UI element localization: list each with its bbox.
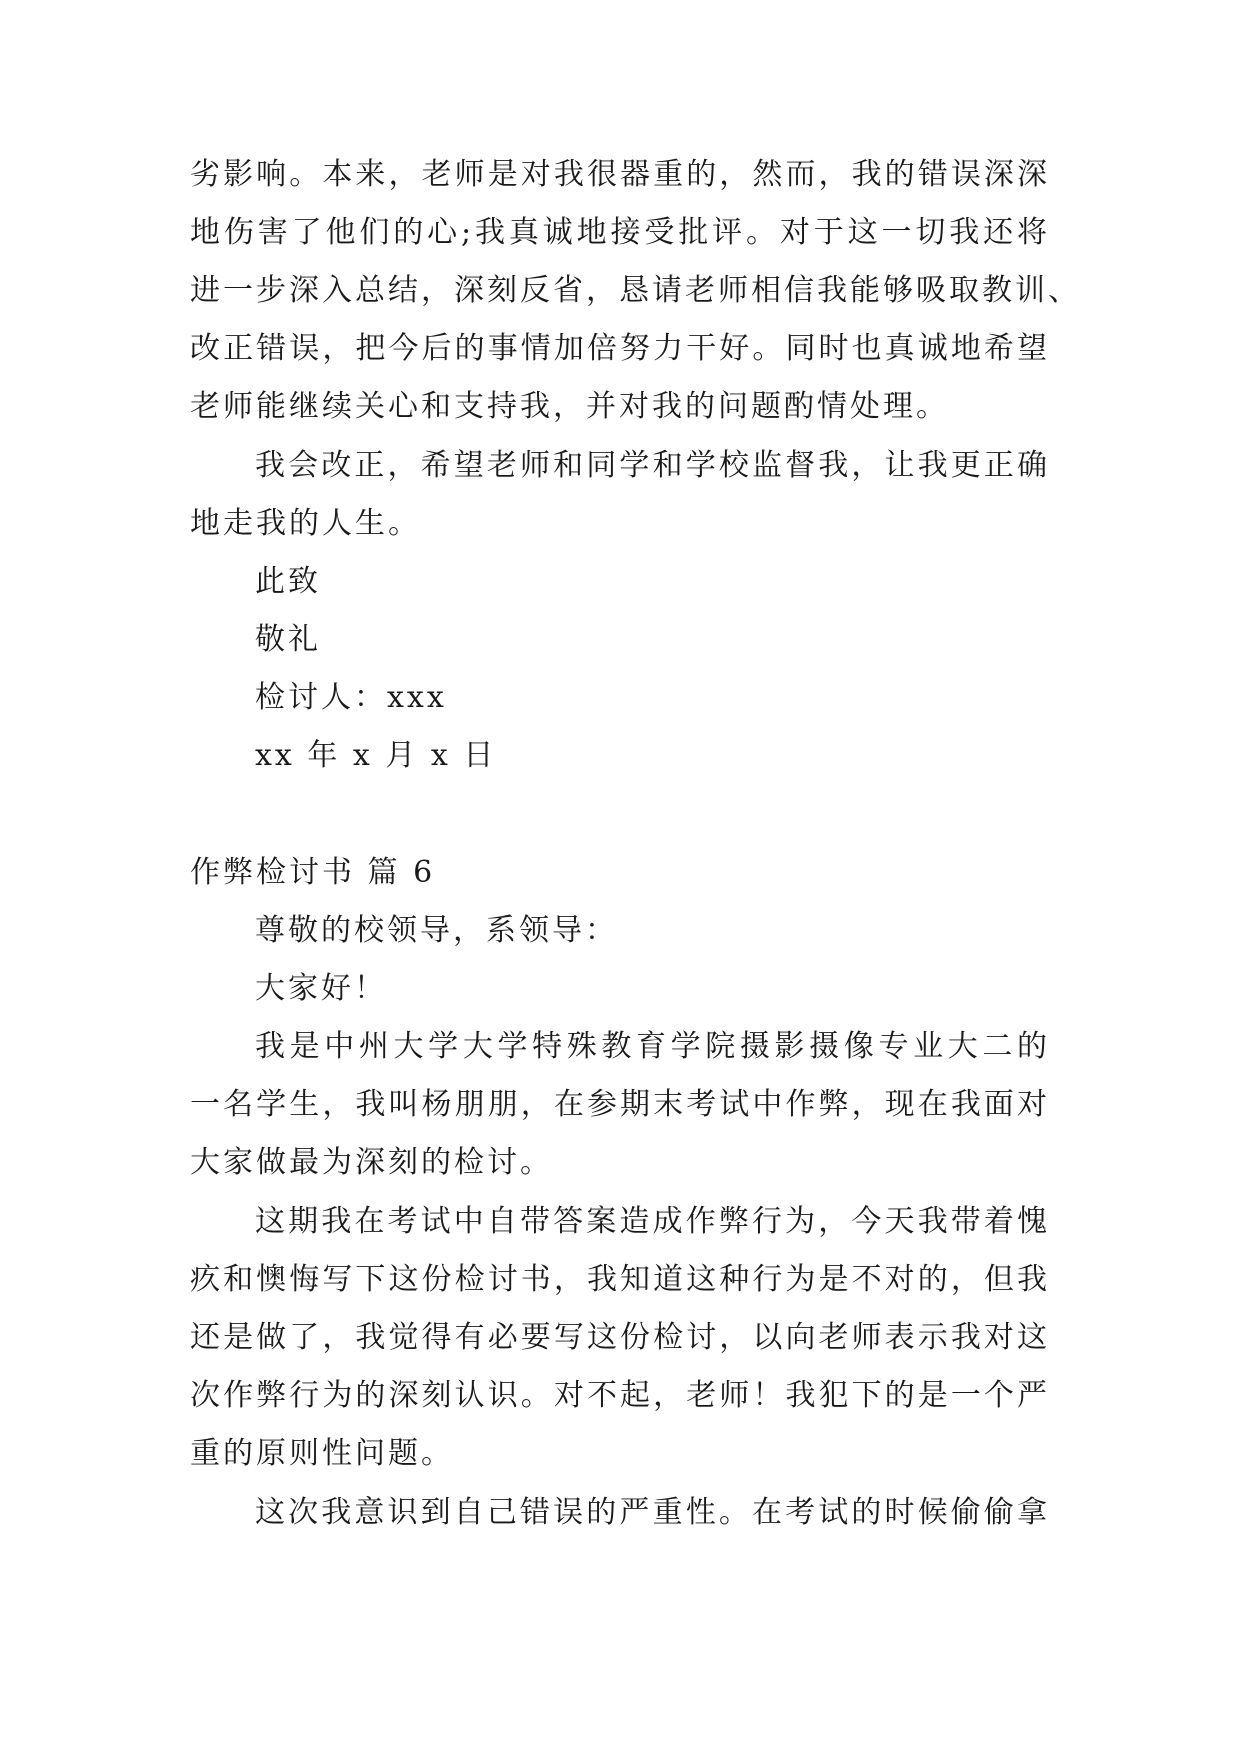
- text-line: 进一步深入总结，深刻反省，恳请老师相信我能够吸取教训、: [190, 273, 1081, 308]
- text-line: 大家做最为深刻的检讨。: [190, 1145, 553, 1180]
- text-line: 还是做了，我觉得有必要写这份检讨，以向老师表示我对这: [190, 1320, 1050, 1355]
- text-line: 这期我在考试中自带答案造成作弊行为，今天我带着愧: [255, 1204, 1050, 1239]
- text-line: 老师能继续关心和支持我，并对我的问题酌情处理。: [190, 389, 949, 424]
- text-line: 重的原则性问题。: [190, 1436, 454, 1471]
- closing-line: 此致: [255, 564, 321, 599]
- closing-line: 敬礼: [255, 622, 321, 657]
- text-line: 我会改正，希望老师和同学和学校监督我，让我更正确: [255, 448, 1050, 483]
- section-title: 作弊检讨书 篇 6: [190, 855, 436, 890]
- signature-line: 检讨人：xxx: [255, 680, 447, 715]
- date-line: xx 年 x 月 x 日: [255, 738, 497, 773]
- text-line: 一名学生，我叫杨朋朋，在参期末考试中作弊，现在我面对: [190, 1087, 1050, 1122]
- text-line: 疚和懊悔写下这份检讨书，我知道这种行为是不对的，但我: [190, 1262, 1050, 1297]
- text-line: 我是中州大学大学特殊教育学院摄影摄像专业大二的: [255, 1029, 1050, 1064]
- text-line: 次作弊行为的深刻认识。对不起，老师！我犯下的是一个严: [190, 1378, 1050, 1413]
- text-line: 这次我意识到自己错误的严重性。在考试的时候偷偷拿: [255, 1495, 1050, 1530]
- text-line: 改正错误，把今后的事情加倍努力干好。同时也真诚地希望: [190, 331, 1050, 366]
- greeting-line: 大家好！: [255, 971, 387, 1006]
- text-line: 地走我的人生。: [190, 506, 421, 541]
- salutation-line: 尊敬的校领导，系领导：: [255, 913, 618, 948]
- text-line: 劣影响。本来，老师是对我很器重的，然而，我的错误深深: [190, 157, 1050, 192]
- text-line: 地伤害了他们的心;我真诚地接受批评。对于这一切我还将: [190, 215, 1050, 250]
